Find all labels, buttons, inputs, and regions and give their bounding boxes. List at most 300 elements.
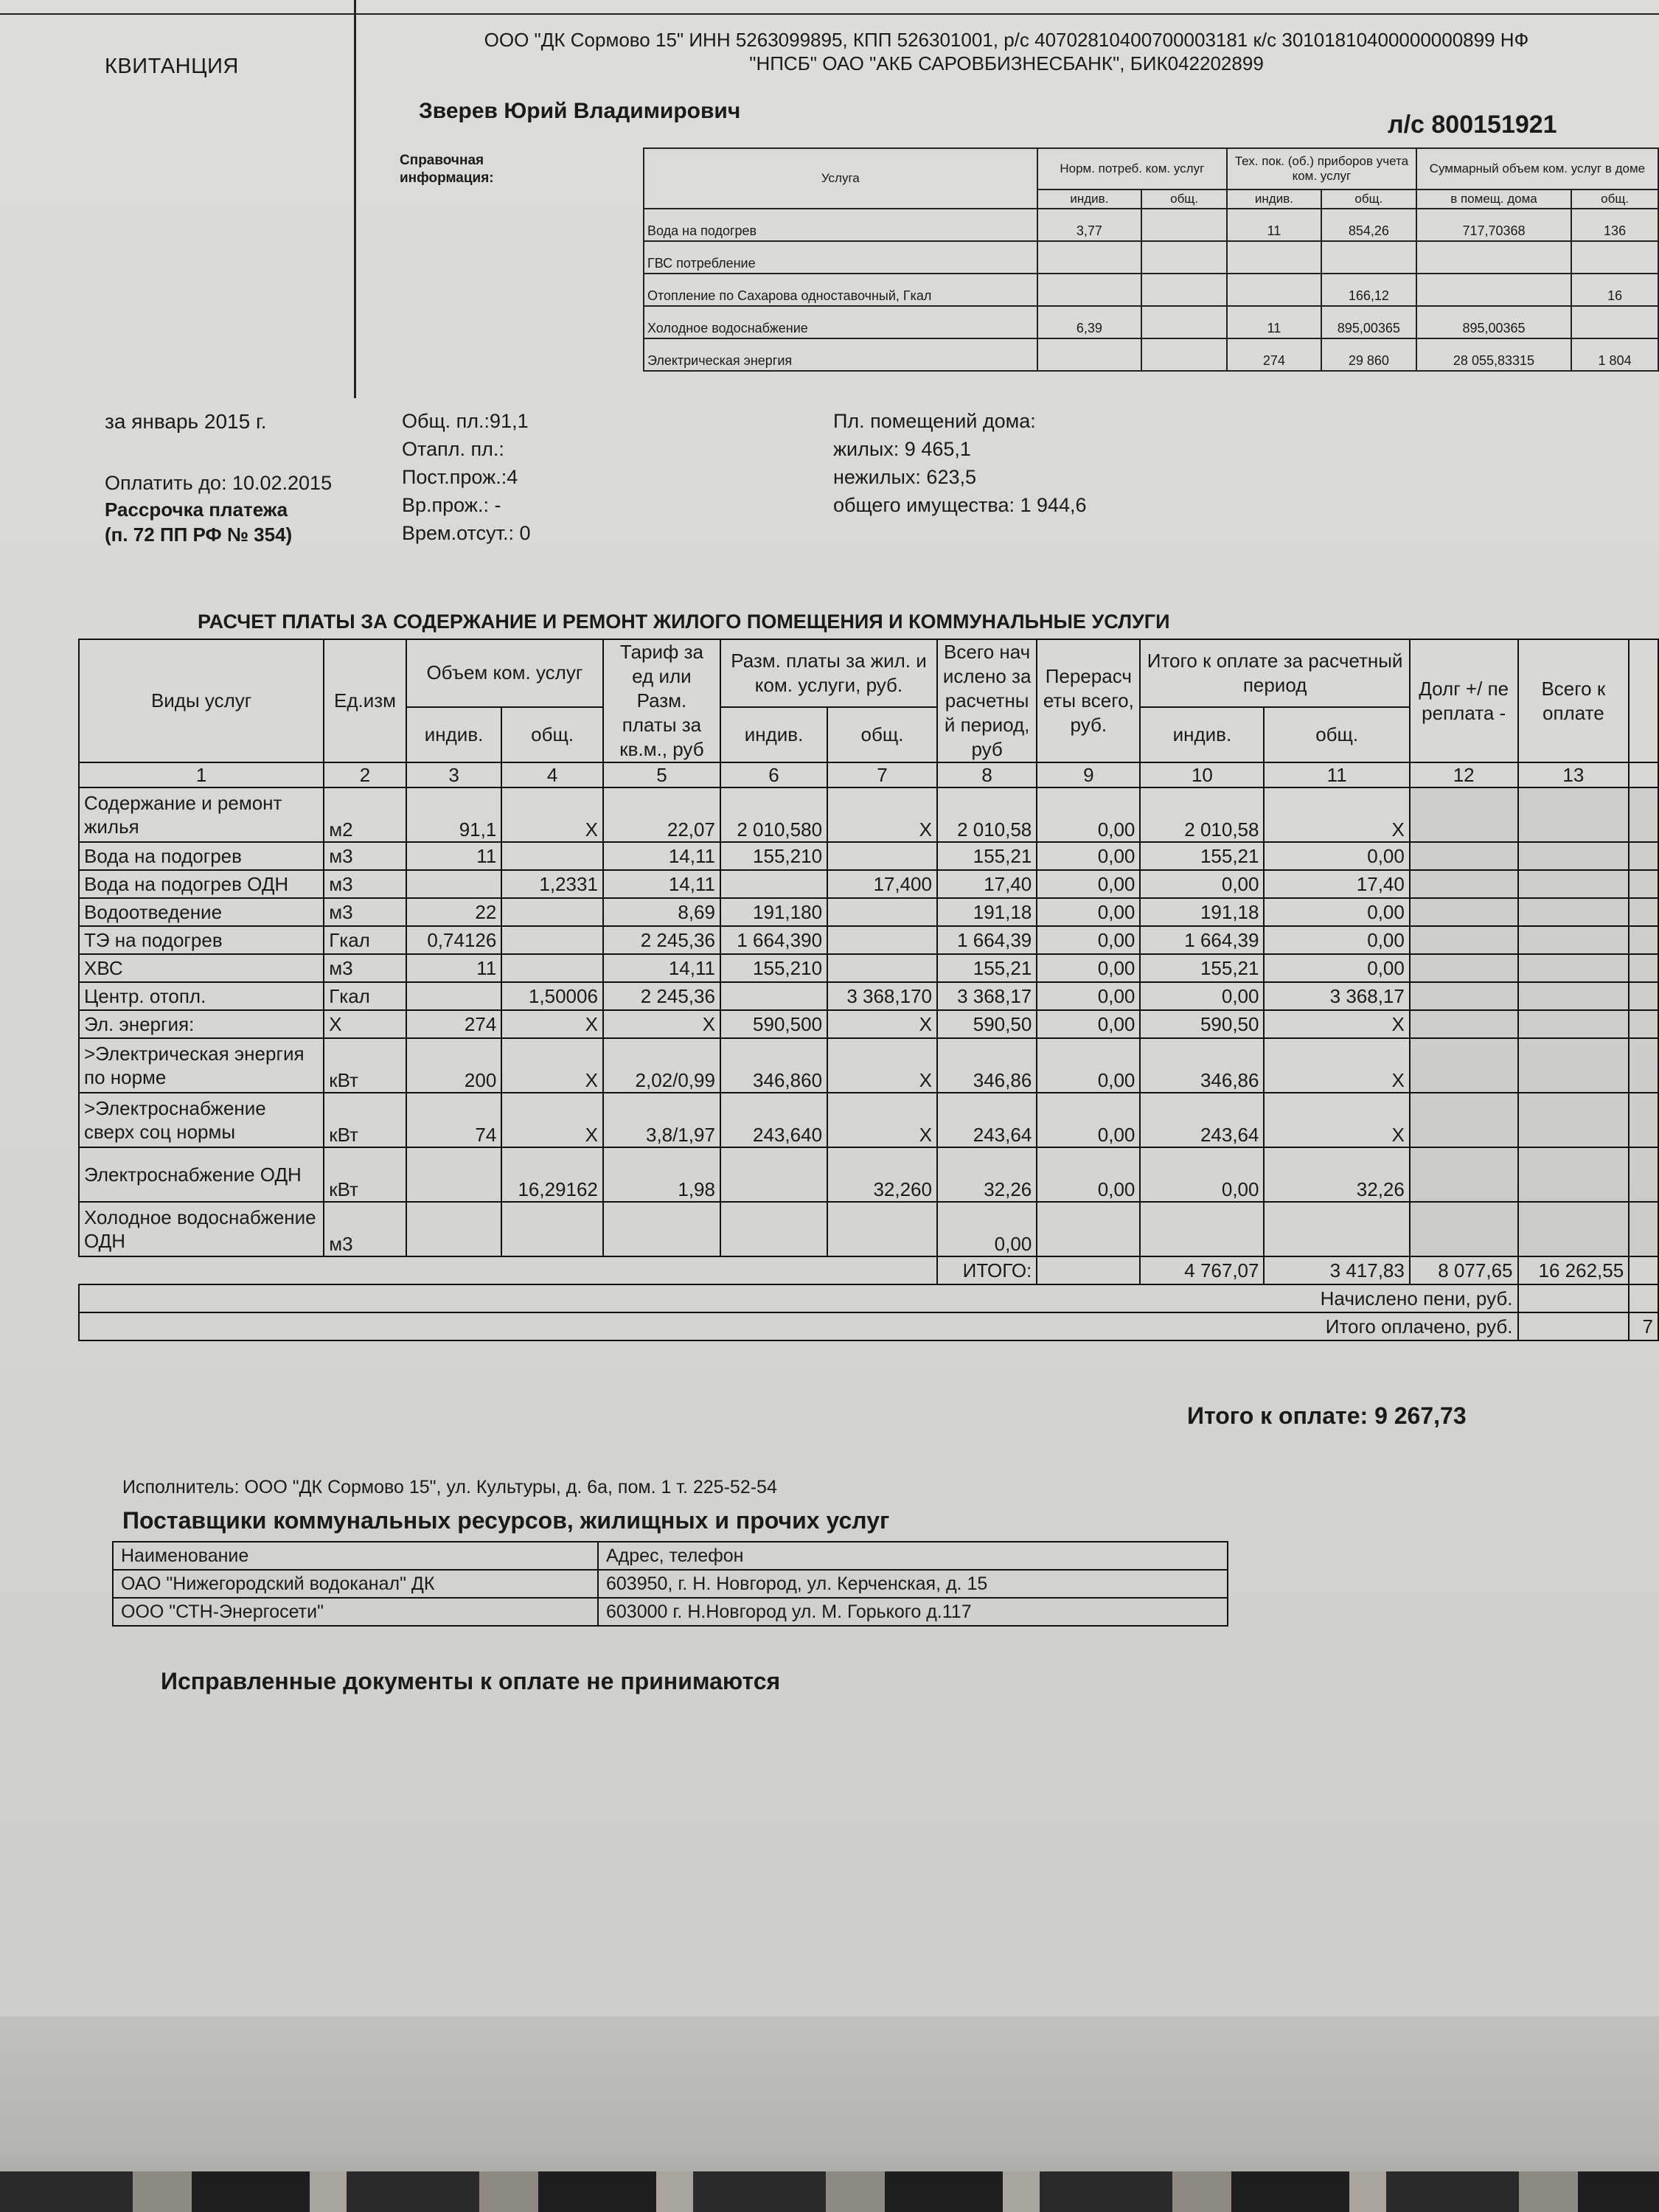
calculation-table: [78, 639, 1659, 1341]
cell-tariff: 14,11: [603, 870, 720, 898]
cell-volume-indiv: [406, 1202, 501, 1256]
cell-recalc: 0,00: [1037, 1093, 1140, 1147]
cell-pay-indiv: 155,21: [1140, 842, 1264, 870]
cell-debt: [1410, 1038, 1518, 1093]
cell-service: Водоотведение: [79, 898, 324, 926]
cell-recalc: 0,00: [1037, 1147, 1140, 1202]
ref-cell-service: Электрическая энергия: [644, 338, 1037, 371]
paid-label: Итого оплачено, руб.: [79, 1312, 1518, 1340]
cell-accrued: 2 010,58: [937, 787, 1037, 842]
ref-row: [644, 274, 1658, 306]
cell-volume-common: X: [501, 1093, 603, 1147]
column-number: 9: [1037, 762, 1140, 787]
cell-tariff: 1,98: [603, 1147, 720, 1202]
cell-accrued: 191,18: [937, 898, 1037, 926]
cell-charge-indiv: 346,860: [720, 1038, 827, 1093]
cell-cut: [1629, 787, 1658, 842]
calculation-title: РАСЧЕТ ПЛАТЫ ЗА СОДЕРЖАНИЕ И РЕМОНТ ЖИЛОГО ПОМЕЩЕНИЯ И КОММУНАЛЬНЫЕ УСЛУГИ: [198, 611, 1170, 633]
billing-period: за январь 2015 г.: [105, 410, 267, 433]
penalty-cut: [1629, 1284, 1658, 1312]
ref-cell-total-common: 1 804: [1571, 338, 1658, 371]
cell-debt: [1410, 842, 1518, 870]
cell-cut: [1629, 1038, 1658, 1093]
cell-tariff: X: [603, 1010, 720, 1038]
column-number: 12: [1410, 762, 1518, 787]
ref-subheader-in-rooms: в помещ. дома: [1416, 189, 1571, 209]
cell-cut: [1629, 842, 1658, 870]
recipient-details: [354, 28, 1659, 75]
cell-volume-indiv: 22: [406, 898, 501, 926]
cell-charge-common: X: [827, 1093, 937, 1147]
cell-charge-indiv: 590,500: [720, 1010, 827, 1038]
cell-volume-indiv: 11: [406, 842, 501, 870]
due-date: Оплатить до: 10.02.2015: [105, 472, 333, 494]
permanent-residents: Пост.прож.:4: [402, 466, 518, 488]
cell-charge-indiv: [720, 870, 827, 898]
ref-cell-norm-common: [1141, 241, 1227, 274]
cell-pay-common: 0,00: [1264, 954, 1409, 982]
cell-service: Вода на подогрев: [79, 842, 324, 870]
column-number: 5: [603, 762, 720, 787]
cell-cut: [1629, 898, 1658, 926]
calculation-row: [79, 1010, 1658, 1038]
cell-total: [1518, 1147, 1630, 1202]
heated-area: Отапл. пл.:: [402, 438, 504, 460]
cell-charge-indiv: 191,180: [720, 898, 827, 926]
cell-pay-indiv: 243,64: [1140, 1093, 1264, 1147]
ref-cell-total-common: [1571, 241, 1658, 274]
cell-total: [1518, 1038, 1630, 1093]
cell-unit: кВт: [324, 1093, 406, 1147]
cell-recalc: 0,00: [1037, 1038, 1140, 1093]
cell-total: [1518, 982, 1630, 1010]
cell-accrued: 1 664,39: [937, 926, 1037, 954]
cell-pay-common: [1264, 1202, 1409, 1256]
header-total: Всего к оплате: [1518, 639, 1630, 762]
ref-subheader-common: общ.: [1571, 189, 1658, 209]
cell-service: ХВС: [79, 954, 324, 982]
column-number: 6: [720, 762, 827, 787]
total-area: Общ. пл.:91,1: [402, 410, 529, 432]
cell-accrued: 155,21: [937, 842, 1037, 870]
cell-volume-indiv: 91,1: [406, 787, 501, 842]
cell-pay-indiv: 1 664,39: [1140, 926, 1264, 954]
ref-subheader-common: общ.: [1321, 189, 1416, 209]
cell-cut: [1629, 1202, 1658, 1256]
cell-pay-common: 3 368,17: [1264, 982, 1409, 1010]
ref-row: [644, 241, 1658, 274]
calculation-row: [79, 787, 1658, 842]
cell-accrued: 17,40: [937, 870, 1037, 898]
cell-unit: кВт: [324, 1038, 406, 1093]
ref-cell-service: Вода на подогрев: [644, 209, 1037, 241]
cell-pay-common: 17,40: [1264, 870, 1409, 898]
cell-pay-common: X: [1264, 1093, 1409, 1147]
ref-cell-total-rooms: [1416, 241, 1571, 274]
cell-debt: [1410, 926, 1518, 954]
cell-cut: [1629, 982, 1658, 1010]
header-recalc: Перерасчеты всего, руб.: [1037, 639, 1140, 762]
cell-pay-common: 0,00: [1264, 842, 1409, 870]
cell-service: Содержание и ремонт жилья: [79, 787, 324, 842]
temporarily-absent: Врем.отсут.: 0: [402, 522, 531, 544]
total-to-pay: Итого к оплате: 9 267,73: [1187, 1402, 1467, 1429]
penalty-value: [1518, 1284, 1630, 1312]
cell-pay-indiv: 191,18: [1140, 898, 1264, 926]
reference-info-label: Справочная информация:: [400, 153, 494, 186]
cell-pay-common: X: [1264, 787, 1409, 842]
cell-debt: [1410, 870, 1518, 898]
column-number: 3: [406, 762, 501, 787]
ref-cell-total-rooms: 895,00365: [1416, 306, 1571, 338]
supplier-address: 603950, г. Н. Новгород, ул. Керченская, д. 15: [598, 1570, 1228, 1598]
ref-cell-norm-common: [1141, 338, 1227, 371]
cell-recalc: 0,00: [1037, 898, 1140, 926]
header-pay-common: общ.: [1264, 707, 1409, 762]
cell-charge-indiv: [720, 1202, 827, 1256]
recipient-line-1: ООО "ДК Сормово 15" ИНН 5263099895, КПП 526301001, р/с 40702810400700003181 к/с 30101810400000000899 НФ: [484, 29, 1529, 51]
header-charge: Разм. платы за жил. и ком. услуги, руб.: [720, 639, 937, 707]
cell-volume-common: [501, 898, 603, 926]
cell-volume-common: [501, 1202, 603, 1256]
cell-unit: кВт: [324, 1147, 406, 1202]
cell-tariff: 2 245,36: [603, 926, 720, 954]
cell-pay-common: X: [1264, 1010, 1409, 1038]
cell-service: Вода на подогрев ОДН: [79, 870, 324, 898]
penalty-label: Начислено пени, руб.: [79, 1284, 1518, 1312]
supplier-name: ООО "СТН-Энергосети": [113, 1598, 598, 1626]
header-debt: Долг +/ переплата -: [1410, 639, 1518, 762]
cell-pay-indiv: 155,21: [1140, 954, 1264, 982]
cell-unit: Гкал: [324, 982, 406, 1010]
ref-cell-total-common: [1571, 306, 1658, 338]
suppliers-header-address: Адрес, телефон: [598, 1542, 1228, 1570]
cell-service: Центр. отопл.: [79, 982, 324, 1010]
cell-debt: [1410, 1093, 1518, 1147]
cell-debt: [1410, 1202, 1518, 1256]
cell-total: [1518, 1202, 1630, 1256]
cell-volume-common: [501, 954, 603, 982]
cell-pay-indiv: 0,00: [1140, 1147, 1264, 1202]
cell-accrued: 155,21: [937, 954, 1037, 982]
cell-total: [1518, 787, 1630, 842]
cell-accrued: 346,86: [937, 1038, 1037, 1093]
cell-volume-indiv: [406, 870, 501, 898]
cell-charge-common: 32,260: [827, 1147, 937, 1202]
column-number: 7: [827, 762, 937, 787]
cell-pay-common: 32,26: [1264, 1147, 1409, 1202]
ref-header-norm: Норм. потреб. ком. услуг: [1037, 148, 1227, 189]
cell-unit: м3: [324, 870, 406, 898]
ref-cell-norm-indiv: 3,77: [1037, 209, 1141, 241]
supplier-row: [113, 1598, 1228, 1626]
calculation-row: [79, 982, 1658, 1010]
installment-note: [105, 497, 292, 547]
totals-pay-indiv: 4 767,07: [1140, 1256, 1264, 1284]
header-accrued: Всего начислено за расчетный период, руб: [937, 639, 1037, 762]
cell-recalc: 0,00: [1037, 982, 1140, 1010]
cell-total: [1518, 1093, 1630, 1147]
calculation-row: [79, 926, 1658, 954]
cell-cut: [1629, 1147, 1658, 1202]
cell-service: >Электрическая энергия по норме: [79, 1038, 324, 1093]
cell-debt: [1410, 954, 1518, 982]
notice-text: Исправленные документы к оплате не принимаются: [161, 1668, 781, 1694]
column-number: 11: [1264, 762, 1409, 787]
executor-info: Исполнитель: ООО "ДК Сормово 15", ул. Культуры, д. 6а, пом. 1 т. 225-52-54: [122, 1477, 777, 1498]
supplier-address: 603000 г. Н.Новгород ул. М. Горького д.117: [598, 1598, 1228, 1626]
header-charge-indiv: индив.: [720, 707, 827, 762]
cell-charge-indiv: 243,640: [720, 1093, 827, 1147]
ref-header-meter: Тех. пок. (об.) приборов учета ком. услуг: [1227, 148, 1416, 189]
ref-cell-meter-indiv: 274: [1227, 338, 1321, 371]
ref-cell-meter-common: 166,12: [1321, 274, 1416, 306]
paid-value-blank: [1518, 1312, 1630, 1340]
column-number: 4: [501, 762, 603, 787]
cell-volume-common: X: [501, 1010, 603, 1038]
ref-cell-total-common: 136: [1571, 209, 1658, 241]
calculation-row: [79, 842, 1658, 870]
penalty-row: [79, 1284, 1658, 1312]
ref-subheader-indiv: индив.: [1227, 189, 1321, 209]
suppliers-title: Поставщики коммунальных ресурсов, жилищных и прочих услуг: [122, 1507, 890, 1534]
calculation-row: [79, 1147, 1658, 1202]
cell-volume-indiv: [406, 1147, 501, 1202]
reference-table: [643, 147, 1659, 372]
header-volume-indiv: индив.: [406, 707, 501, 762]
ref-cell-norm-indiv: [1037, 338, 1141, 371]
nonresidential-area: нежилых: 623,5: [833, 466, 976, 488]
cell-cut: [1629, 926, 1658, 954]
ref-cell-meter-common: 895,00365: [1321, 306, 1416, 338]
calculation-row: [79, 954, 1658, 982]
cell-tariff: 14,11: [603, 954, 720, 982]
cell-recalc: 0,00: [1037, 954, 1140, 982]
cell-total: [1518, 1010, 1630, 1038]
ref-cell-meter-common: [1321, 241, 1416, 274]
calculation-row: [79, 1093, 1658, 1147]
header-pay-indiv: индив.: [1140, 707, 1264, 762]
header-service: Виды услуг: [79, 639, 324, 762]
cell-total: [1518, 842, 1630, 870]
cell-tariff: 8,69: [603, 898, 720, 926]
cell-volume-common: [501, 842, 603, 870]
cell-volume-common: 16,29162: [501, 1147, 603, 1202]
temporary-residents: Вр.прож.: -: [402, 494, 501, 516]
cell-unit: м3: [324, 842, 406, 870]
ref-cell-service: ГВС потребление: [644, 241, 1037, 274]
ref-cell-meter-common: 854,26: [1321, 209, 1416, 241]
cell-pay-indiv: [1140, 1202, 1264, 1256]
ref-cell-service: Холодное водоснабжение: [644, 306, 1037, 338]
supplier-name: ОАО "Нижегородский водоканал" ДК: [113, 1570, 598, 1598]
ref-cell-meter-common: 29 860: [1321, 338, 1416, 371]
cell-tariff: 3,8/1,97: [603, 1093, 720, 1147]
cell-volume-indiv: 200: [406, 1038, 501, 1093]
cell-unit: м3: [324, 954, 406, 982]
header-volume: Объем ком. услуг: [406, 639, 603, 707]
ref-cell-norm-common: [1141, 209, 1227, 241]
installment-line-2: (п. 72 ПП РФ № 354): [105, 524, 293, 546]
installment-line-1: Рассрочка платежа: [105, 498, 288, 521]
cell-volume-indiv: 11: [406, 954, 501, 982]
cell-volume-indiv: 0,74126: [406, 926, 501, 954]
cell-recalc: 0,00: [1037, 926, 1140, 954]
header-volume-common: общ.: [501, 707, 603, 762]
cell-pay-common: 0,00: [1264, 926, 1409, 954]
cell-volume-indiv: [406, 982, 501, 1010]
ref-row: [644, 338, 1658, 371]
cell-pay-indiv: 346,86: [1140, 1038, 1264, 1093]
suppliers-header-row: [113, 1542, 1228, 1570]
cell-service: Холодное водоснабжение ОДН: [79, 1202, 324, 1256]
ref-row: [644, 209, 1658, 241]
column-number: 8: [937, 762, 1037, 787]
cell-charge-common: [827, 898, 937, 926]
cell-total: [1518, 926, 1630, 954]
cell-charge-common: X: [827, 1038, 937, 1093]
ref-cell-meter-indiv: 11: [1227, 209, 1321, 241]
calculation-row: [79, 870, 1658, 898]
calculation-row: [79, 898, 1658, 926]
totals-debt: 8 077,65: [1410, 1256, 1518, 1284]
cell-volume-common: [501, 926, 603, 954]
header-charge-common: общ.: [827, 707, 937, 762]
cell-cut: [1629, 870, 1658, 898]
cell-pay-indiv: 0,00: [1140, 870, 1264, 898]
column-number-row: [79, 762, 1658, 787]
totals-label: ИТОГО:: [937, 1256, 1037, 1284]
cell-total: [1518, 954, 1630, 982]
cell-tariff: [603, 1202, 720, 1256]
cell-accrued: 3 368,17: [937, 982, 1037, 1010]
cell-pay-common: X: [1264, 1038, 1409, 1093]
cell-debt: [1410, 1010, 1518, 1038]
cell-charge-common: X: [827, 787, 937, 842]
ref-cell-norm-indiv: 6,39: [1037, 306, 1141, 338]
column-number-cut: [1629, 762, 1658, 787]
cell-pay-common: 0,00: [1264, 898, 1409, 926]
cell-tariff: 2 245,36: [603, 982, 720, 1010]
cell-volume-indiv: 74: [406, 1093, 501, 1147]
cell-charge-common: [827, 842, 937, 870]
cell-volume-common: 1,50006: [501, 982, 603, 1010]
column-number: 2: [324, 762, 406, 787]
cell-volume-common: X: [501, 787, 603, 842]
ref-cell-total-common: 16: [1571, 274, 1658, 306]
ref-cell-total-rooms: 28 055,83315: [1416, 338, 1571, 371]
cell-service: ТЭ на подогрев: [79, 926, 324, 954]
header-to-pay: Итого к оплате за расчетный период: [1140, 639, 1409, 707]
cell-service: Эл. энергия:: [79, 1010, 324, 1038]
totals-blank: [79, 1256, 937, 1284]
payer-name: Зверев Юрий Владимирович: [419, 99, 741, 123]
area-info: [402, 407, 531, 547]
header-tariff: Тариф за ед или Разм. платы за кв.м., руб: [603, 639, 720, 762]
cell-tariff: 2,02/0,99: [603, 1038, 720, 1093]
cell-charge-indiv: [720, 982, 827, 1010]
house-area-title: Пл. помещений дома:: [833, 410, 1036, 432]
cell-volume-common: 1,2331: [501, 870, 603, 898]
supplier-row: [113, 1570, 1228, 1598]
cell-charge-indiv: [720, 1147, 827, 1202]
residential-area: жилых: 9 465,1: [833, 438, 971, 460]
totals-all: 16 262,55: [1518, 1256, 1630, 1284]
suppliers-header-name: Наименование: [113, 1542, 598, 1570]
cell-accrued: 0,00: [937, 1202, 1037, 1256]
cell-unit: X: [324, 1010, 406, 1038]
cell-charge-common: [827, 954, 937, 982]
cell-service: Электроснабжение ОДН: [79, 1147, 324, 1202]
cell-total: [1518, 870, 1630, 898]
paid-value: 7: [1629, 1312, 1658, 1340]
cell-service: >Электроснабжение сверх соц нормы: [79, 1093, 324, 1147]
common-property-area: общего имущества: 1 944,6: [833, 494, 1087, 516]
top-rule: [0, 13, 1659, 15]
ref-subheader-indiv: индив.: [1037, 189, 1141, 209]
cell-cut: [1629, 1093, 1658, 1147]
house-area-info: [833, 407, 1087, 519]
calculation-row: [79, 1038, 1658, 1093]
cell-unit: м3: [324, 898, 406, 926]
cell-charge-common: X: [827, 1010, 937, 1038]
cell-recalc: 0,00: [1037, 842, 1140, 870]
cell-accrued: 590,50: [937, 1010, 1037, 1038]
ref-cell-norm-common: [1141, 306, 1227, 338]
column-number: 1: [79, 762, 324, 787]
recipient-line-2: "НПСБ" ОАО "АКБ САРОВБИЗНЕСБАНК", БИК042202899: [749, 52, 1264, 74]
receipt-label: КВИТАНЦИЯ: [105, 55, 239, 78]
ref-cell-meter-indiv: 11: [1227, 306, 1321, 338]
cell-recalc: 0,00: [1037, 1010, 1140, 1038]
ref-cell-norm-indiv: [1037, 241, 1141, 274]
ref-cell-norm-indiv: [1037, 274, 1141, 306]
cell-pay-indiv: 2 010,58: [1140, 787, 1264, 842]
cell-unit: м2: [324, 787, 406, 842]
cell-unit: Гкал: [324, 926, 406, 954]
cell-debt: [1410, 898, 1518, 926]
header-unit: Ед.изм: [324, 639, 406, 762]
ref-cell-meter-indiv: [1227, 274, 1321, 306]
suppliers-table: [112, 1541, 1228, 1627]
cell-accrued: 243,64: [937, 1093, 1037, 1147]
paid-row: [79, 1312, 1658, 1340]
ref-header-total: Суммарный объем ком. услуг в доме: [1416, 148, 1658, 189]
cell-charge-indiv: 155,210: [720, 842, 827, 870]
ref-cell-total-rooms: [1416, 274, 1571, 306]
cell-debt: [1410, 787, 1518, 842]
cell-tariff: 14,11: [603, 842, 720, 870]
cell-cut: [1629, 1010, 1658, 1038]
cell-recalc: 0,00: [1037, 870, 1140, 898]
calculation-row: [79, 1202, 1658, 1256]
ref-subheader-common: общ.: [1141, 189, 1227, 209]
totals-pay-common: 3 417,83: [1264, 1256, 1409, 1284]
header-cut-column: [1629, 639, 1658, 762]
background-edge: [0, 2171, 1659, 2212]
cell-charge-common: [827, 926, 937, 954]
cell-tariff: 22,07: [603, 787, 720, 842]
cell-pay-indiv: 590,50: [1140, 1010, 1264, 1038]
cell-recalc: [1037, 1202, 1140, 1256]
column-number: 13: [1518, 762, 1630, 787]
totals-cut: [1629, 1256, 1658, 1284]
cell-volume-common: X: [501, 1038, 603, 1093]
ref-cell-meter-indiv: [1227, 241, 1321, 274]
totals-row: [79, 1256, 1658, 1284]
cell-charge-common: 3 368,170: [827, 982, 937, 1010]
ref-cell-total-rooms: 717,70368: [1416, 209, 1571, 241]
